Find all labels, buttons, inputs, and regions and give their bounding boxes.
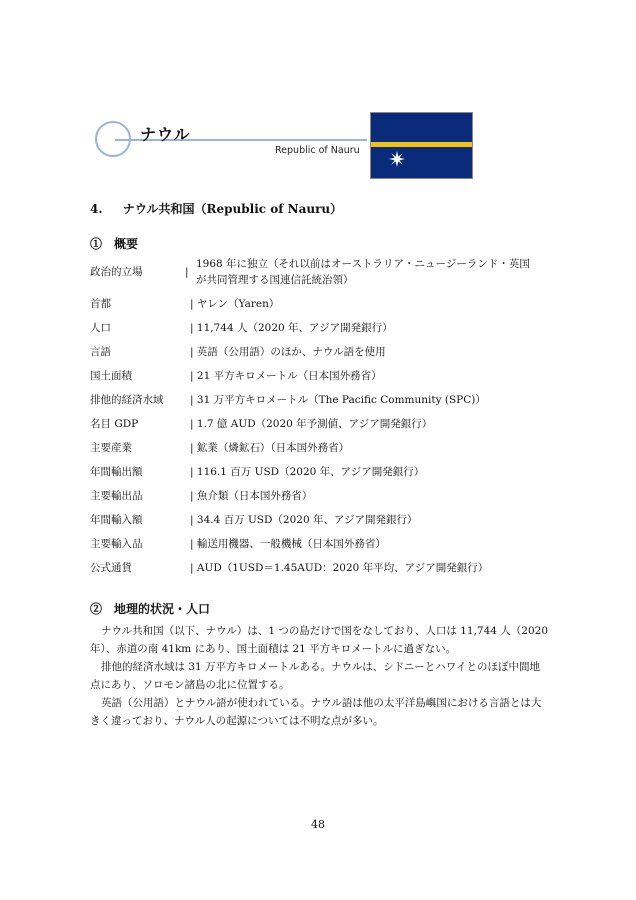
geography-paragraph-3: 英語（公用語）とナウル語が使われている。ナウル語は他の太平洋島嶼国における言語とは大きく違っており、ナウル人の起源については不明な点が多い。 bbox=[90, 697, 542, 727]
overview-heading: ① 概要 bbox=[90, 237, 139, 251]
row-value-text: 116.1 百万 USD（2020 年、アジア開発銀行） bbox=[196, 466, 425, 478]
row-key: 人口 bbox=[90, 322, 111, 334]
page-number: 48 bbox=[311, 818, 325, 831]
row-value-text: 21 平方キロメートル（日本国外務省） bbox=[196, 370, 382, 382]
row-key: 主要産業 bbox=[90, 442, 132, 454]
row-value bbox=[185, 256, 545, 288]
row-key: 政治的立場 bbox=[90, 266, 143, 278]
row-value: | 魚介類（日本国外務省） bbox=[190, 490, 313, 502]
row-key: 年間輸入額 bbox=[90, 514, 143, 526]
geography-paragraph-1: ナウル共和国（以下、ナウル）は、1 つの島だけで国をなしており、人口は 11,744 人（2020 年）、赤道の南 41km にあり、国土面積は 21 平方キロメートルに過ぎない。 bbox=[90, 625, 549, 655]
geography-heading: ② 地理的状況・人口 bbox=[90, 602, 211, 616]
row-key: 主要輸入品 bbox=[90, 538, 143, 550]
row-value: | 1.7 億 AUD（2020 年予測値、アジア開発銀行） bbox=[190, 418, 433, 430]
section-title-text: ナウル共和国（Republic of Nauru） bbox=[122, 202, 343, 216]
row-value: | 英語（公用語）のほか、ナウル語を使用 bbox=[190, 346, 386, 358]
row-value: | 輸送用機器、一般機械（日本国外務省） bbox=[190, 538, 386, 550]
row-value-text: AUD（1USD＝1.45AUD：2020 年平均、アジア開発銀行） bbox=[196, 562, 489, 574]
row-key: 主要輸出品 bbox=[90, 490, 143, 502]
row-value-text: 11,744 人（2020 年、アジア開発銀行） bbox=[196, 322, 393, 334]
row-key: 年間輸出額 bbox=[90, 466, 143, 478]
row-key: 国土面積 bbox=[90, 370, 132, 382]
row-value: | 11,744 人（2020 年、アジア開発銀行） bbox=[190, 322, 393, 334]
row-value-line-2: が共同管理する国連信託統治領） bbox=[196, 274, 354, 286]
row-separator: | bbox=[185, 266, 189, 278]
row-value-text: ヤレン（Yaren） bbox=[196, 298, 280, 310]
row-value-text: 34.4 百万 USD（2020 年、アジア開発銀行） bbox=[196, 514, 418, 526]
row-value-text: 鉱業（燐鉱石）（日本国外務省） bbox=[196, 442, 350, 454]
nauru-flag-icon bbox=[371, 113, 472, 178]
row-key: 言語 bbox=[90, 346, 111, 358]
section-title bbox=[90, 200, 342, 217]
row-value-text: 輸送用機器、一般機械（日本国外務省） bbox=[196, 538, 386, 550]
row-value: | AUD（1USD＝1.45AUD：2020 年平均、アジア開発銀行） bbox=[190, 562, 489, 574]
header-title-en: Republic of Nauru bbox=[275, 145, 360, 156]
row-key: 名目 GDP bbox=[90, 418, 139, 430]
geography-paragraph-2: 排他的経済水域は 31 万平方キロメートルある。ナウルは、シドニーとハワイとのほぼ中間地点にあり、ソロモン諸島の北に位置する。 bbox=[90, 661, 540, 691]
row-key: 首都 bbox=[90, 298, 111, 310]
section-number: 4. bbox=[90, 202, 103, 216]
row-value-text: 31 万平方キロメートル（The Pacific Community (SPC)） bbox=[196, 394, 486, 406]
row-value-text: 1.7 億 AUD（2020 年予測値、アジア開発銀行） bbox=[196, 418, 433, 430]
row-value-line-1: 1968 年に独立（それ以前はオーストラリア・ニュージーランド・英国 bbox=[196, 258, 530, 270]
row-value-text: 英語（公用語）のほか、ナウル語を使用 bbox=[196, 346, 386, 358]
nauru-flag-image bbox=[370, 112, 473, 179]
row-value-text: 魚介類（日本国外務省） bbox=[196, 490, 313, 502]
row-value: | 31 万平方キロメートル（The Pacific Community (SPC)） bbox=[190, 394, 486, 406]
row-key: 排他的経済水域 bbox=[90, 394, 164, 406]
row-key: 公式通貨 bbox=[90, 562, 132, 574]
row-value: | 116.1 百万 USD（2020 年、アジア開発銀行） bbox=[190, 466, 425, 478]
header-title-ja: ナウル bbox=[140, 125, 191, 144]
row-value: | ヤレン（Yaren） bbox=[190, 298, 280, 310]
row-value: | 鉱業（燐鉱石）（日本国外務省） bbox=[190, 442, 350, 454]
row-value: | 34.4 百万 USD（2020 年、アジア開発銀行） bbox=[190, 514, 418, 526]
row-value: | 21 平方キロメートル（日本国外務省） bbox=[190, 370, 382, 382]
